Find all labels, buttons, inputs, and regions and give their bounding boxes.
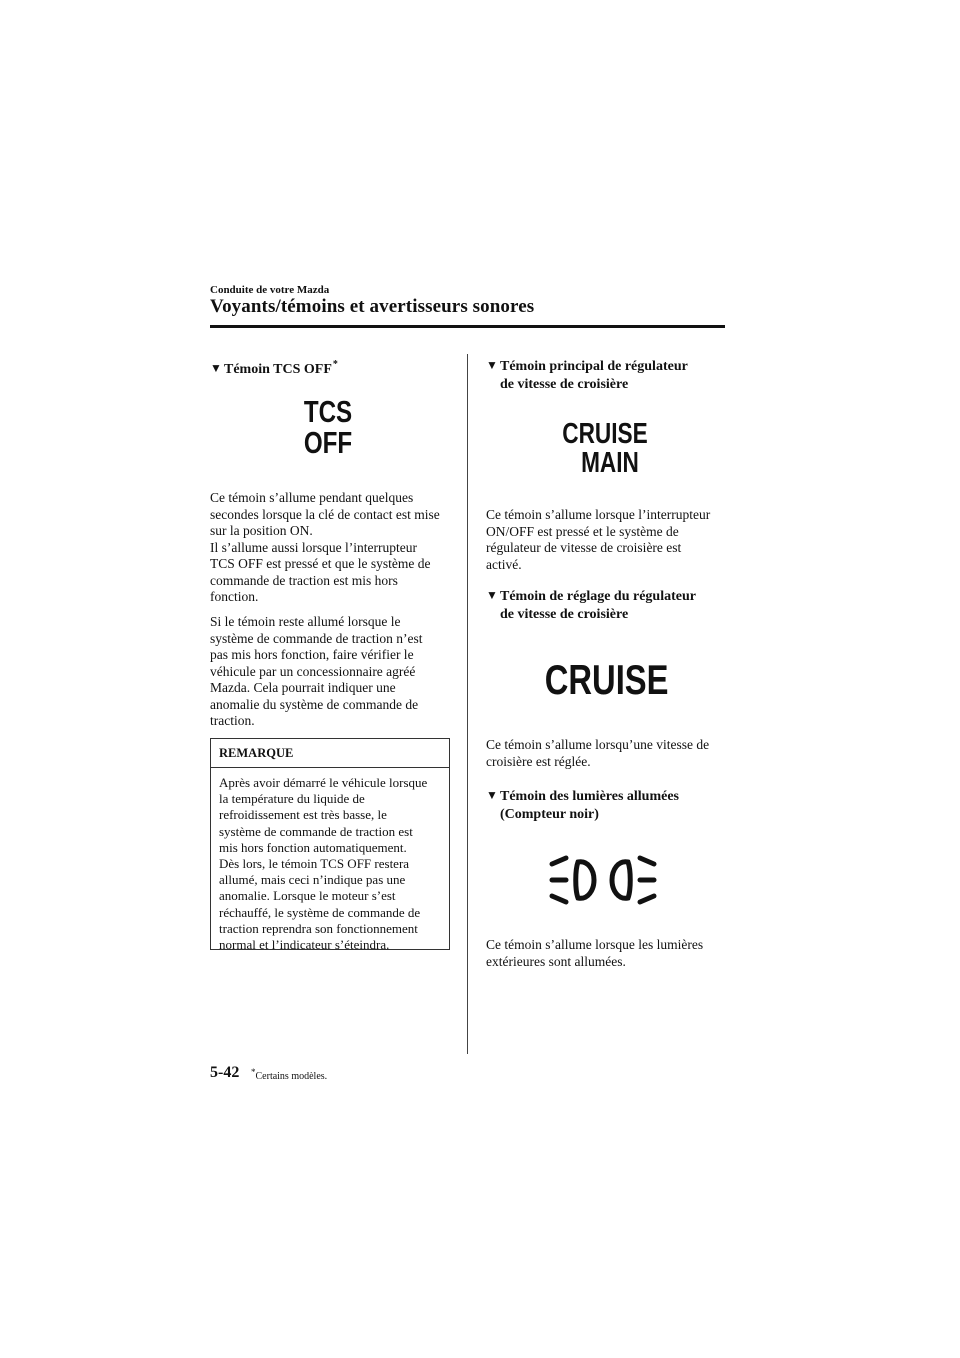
text-line: TCS OFF est pressé et que le système de [210,556,431,571]
page-number: 5-42 [210,1064,240,1081]
column-divider [467,354,468,1054]
cruise-set-paragraph [486,737,726,770]
lights-on-heading-line2: (Compteur noir) [500,807,599,822]
text-line: secondes lorsque la clé de contact est mise [210,506,440,522]
text-line: Si le témoin reste allumé lorsque le [210,614,401,629]
page-title: Voyants/témoins et avertisseurs sonores [210,296,535,317]
cruise-main-indicator-icon [530,420,680,480]
cruise-set-icon-text: CRUISE [544,656,669,703]
text-line: Dès lors, le témoin TCS OFF restera [219,856,410,872]
headlight-indicator-svg [548,852,658,908]
triangle-bullet-icon: ▼ [486,588,498,602]
cruise-main-paragraph [486,507,726,573]
text-line: traction reprendra son fonctionnement [219,920,418,936]
text-line: Ce témoin s’allume lorsque l’interrupteur [486,507,711,522]
text-line: extérieures sont allumées. [486,953,626,969]
cruise-main-icon-line1: CRUISE [562,418,648,450]
text-line: système de commande de traction est [219,823,413,839]
cruise-set-heading-line2: de vitesse de croisière [500,607,629,622]
cruise-set-heading [486,586,696,624]
text-line: traction. [210,713,255,728]
footnote-text: Certains modèles. [255,1071,328,1082]
text-line: la température du liquide de [219,791,365,807]
tcs-off-heading-text: Témoin TCS OFF [224,362,332,377]
note-header [211,739,449,768]
text-line: pas mis hors fonction, faire vérifier le [210,647,414,662]
footnote [250,1067,327,1082]
cruise-main-heading-line1: Témoin principal de régulateur [500,359,688,374]
tcs-off-indicator-icon [280,396,376,464]
headlight-indicator-icon [548,852,658,908]
text-line: mis hors fonction automatiquement. [219,839,407,855]
lights-on-heading-line1: Témoin des lumières allumées [500,789,680,804]
text-line: Après avoir démarré le véhicule lorsque [219,775,428,790]
lights-on-heading [486,786,679,824]
triangle-bullet-icon: ▼ [486,358,498,372]
text-line: anomalie. Lorsque le moteur s’est [219,888,396,904]
cruise-main-heading [486,356,688,394]
cruise-set-heading-line1: Témoin de réglage du régulateur [500,589,696,604]
cruise-main-heading-line2: de vitesse de croisière [500,377,629,392]
section-label: Conduite de votre Mazda [210,284,330,296]
text-line: réchauffé, le système de commande de [219,904,421,920]
tcs-off-paragraph-2 [210,614,460,730]
note-box [210,738,450,953]
text-line: anomalie du système de commande de [210,696,419,712]
asterisk-mark: * [251,1067,256,1077]
text-line: système de commande de traction n’est [210,630,423,646]
cruise-set-indicator-icon [528,658,680,704]
text-line: refroidissement est très basse, le [219,807,387,823]
text-line: Ce témoin s’allume pendant quelques [210,490,414,505]
tcs-icon-line2: OFF [303,425,353,460]
text-line: allumé, mais ceci n’indique pas une [219,872,406,888]
text-line: ON/OFF est pressé et le système de [486,523,679,539]
text-line: Ce témoin s’allume lorsque les lumières [486,937,704,952]
tcs-off-paragraph-1 [210,490,460,606]
text-line: véhicule par un concessionnaire agréé [210,663,416,679]
note-body [219,775,445,953]
tcs-icon-line1: TCS [303,394,353,429]
cruise-main-icon-line2: MAIN [581,447,639,479]
title-rule [210,325,725,328]
text-line: normal et l’indicateur s’éteindra. [219,937,390,953]
text-line: activé. [486,556,522,572]
triangle-bullet-icon: ▼ [486,788,498,802]
text-line: sur la position ON. [210,523,313,538]
text-line: Il s’allume aussi lorsque l’interrupteur [210,539,417,555]
tcs-off-heading [210,356,338,379]
lights-on-paragraph [486,937,726,970]
asterisk-mark: * [332,359,338,370]
note-title: REMARQUE [219,746,294,760]
text-line: fonction. [210,589,259,604]
triangle-bullet-icon: ▼ [210,361,222,375]
text-line: croisière est réglée. [486,753,591,769]
text-line: Ce témoin s’allume lorsqu’une vitesse de [486,737,710,752]
text-line: régulateur de vitesse de croisière est [486,540,682,555]
text-line: commande de traction est mis hors [210,572,398,588]
text-line: Mazda. Cela pourrait indiquer une [210,680,396,695]
